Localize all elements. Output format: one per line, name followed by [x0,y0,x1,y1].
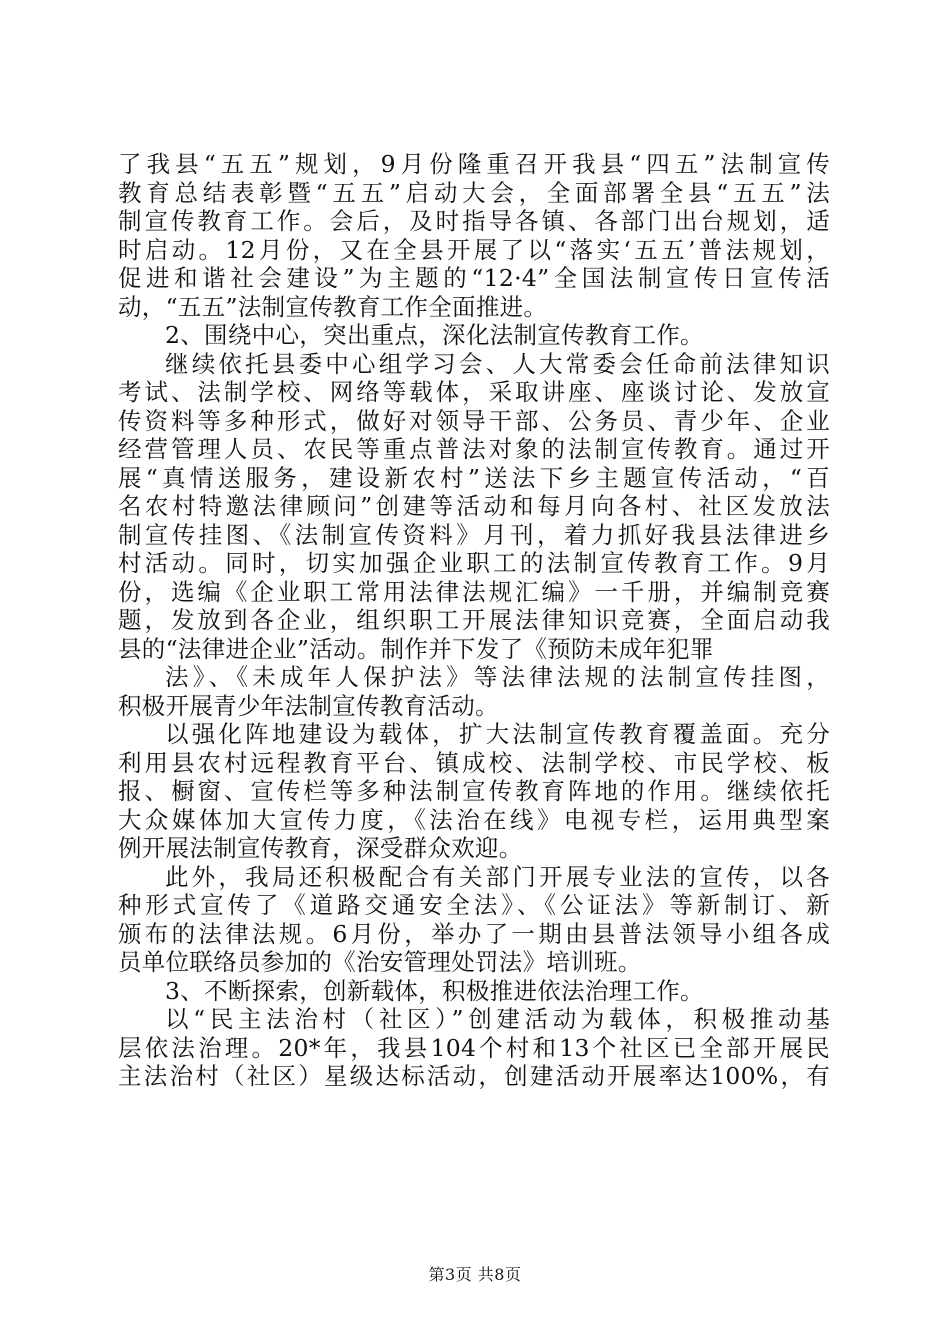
text-line: 了我县“五五”规划，9月份隆重召开我县“四五”法制宣传 [118,150,830,178]
text-line: 展“真情送服务，建设新农村”送法下乡主题宣传活动，“百 [118,463,830,492]
text-line: 以强化阵地建设为载体，扩大法制宣传教育覆盖面。充分 [165,720,830,748]
text-line: 教育总结表彰暨“五五”启动大会，全面部署全县“五五”法 [118,178,830,207]
page-footer: 第3页 共8页 [428,1265,522,1284]
text-line: 考试、法制学校、网络等载体，采取讲座、座谈讨论、发放宣 [118,378,830,406]
text-line: 报、橱窗、宣传栏等多种法制宣传教育阵地的作用。继续依托 [118,777,830,805]
document-body [118,150,830,1091]
text-line: 此外，我局还积极配合有关部门开展专业法的宣传，以各 [165,862,830,891]
text-line: 县的“法律进企业”活动。制作并下发了《预防未成年犯罪 [118,634,714,663]
text-line: 3、不断探索，创新载体，积极推进依法治理工作。 [165,976,704,1005]
text-line: 以“民主法治村（社区）”创建活动为载体，积极推动基 [165,1005,830,1033]
text-line: 动，“五五”法制宣传教育工作全面推进。 [118,292,548,321]
text-line: 利用县农村远程教育平台、镇成校、法制学校、市民学校、板 [118,748,830,777]
text-line: 大众媒体加大宣传力度，《法治在线》电视专栏，运用典型案 [118,805,830,834]
text-line: 积极开展青少年法制宣传教育活动。 [118,691,499,720]
text-line: 份，选编《企业职工常用法律法规汇编》一千册，并编制竞赛 [118,577,830,606]
text-line: 颁布的法律法规。6月份，举办了一期由县普法领导小组各成 [118,919,830,948]
text-line: 题，发放到各企业，组织职工开展法律知识竞赛，全面启动我 [118,606,830,634]
text-line: 促进和谐社会建设”为主题的“12·4”全国法制宣传日宣传活 [118,264,830,292]
text-line: 传资料等多种形式，做好对领导干部、公务员、青少年、企业 [118,406,830,435]
text-line: 继续依托县委中心组学习会、人大常委会任命前法律知识 [165,349,830,378]
text-line: 种形式宣传了《道路交通安全法》、《公证法》等新制订、新 [118,891,830,919]
text-line: 例开展法制宣传教育，深受群众欢迎。 [118,834,523,862]
text-line: 层依法治理。20*年，我县104个村和13个社区已全部开展民 [118,1033,830,1062]
text-line: 名农村特邀法律顾问”创建等活动和每月向各村、社区发放法 [118,492,830,520]
text-line: 制宣传教育工作。会后，及时指导各镇、各部门出台规划，适 [118,207,830,235]
text-line: 时启动。12月份，又在全县开展了以“落实‘五五’普法规划， [118,235,830,264]
text-line: 员单位联络员参加的《治安管理处罚法》培训班。 [118,948,642,976]
text-line: 2、围绕中心，突出重点，深化法制宣传教育工作。 [165,321,704,349]
text-line: 主法治村（社区）星级达标活动，创建活动开展率达100%，有 [118,1062,830,1090]
text-line: 村活动。同时，切实加强企业职工的法制宣传教育工作。9月 [118,549,830,577]
text-line: 经营管理人员、农民等重点普法对象的法制宣传教育。通过开 [118,435,830,463]
text-line: 法》、《未成年人保护法》等法律法规的法制宣传挂图， [165,663,830,691]
text-line: 制宣传挂图、《法制宣传资料》月刊，着力抓好我县法律进乡 [118,520,830,549]
